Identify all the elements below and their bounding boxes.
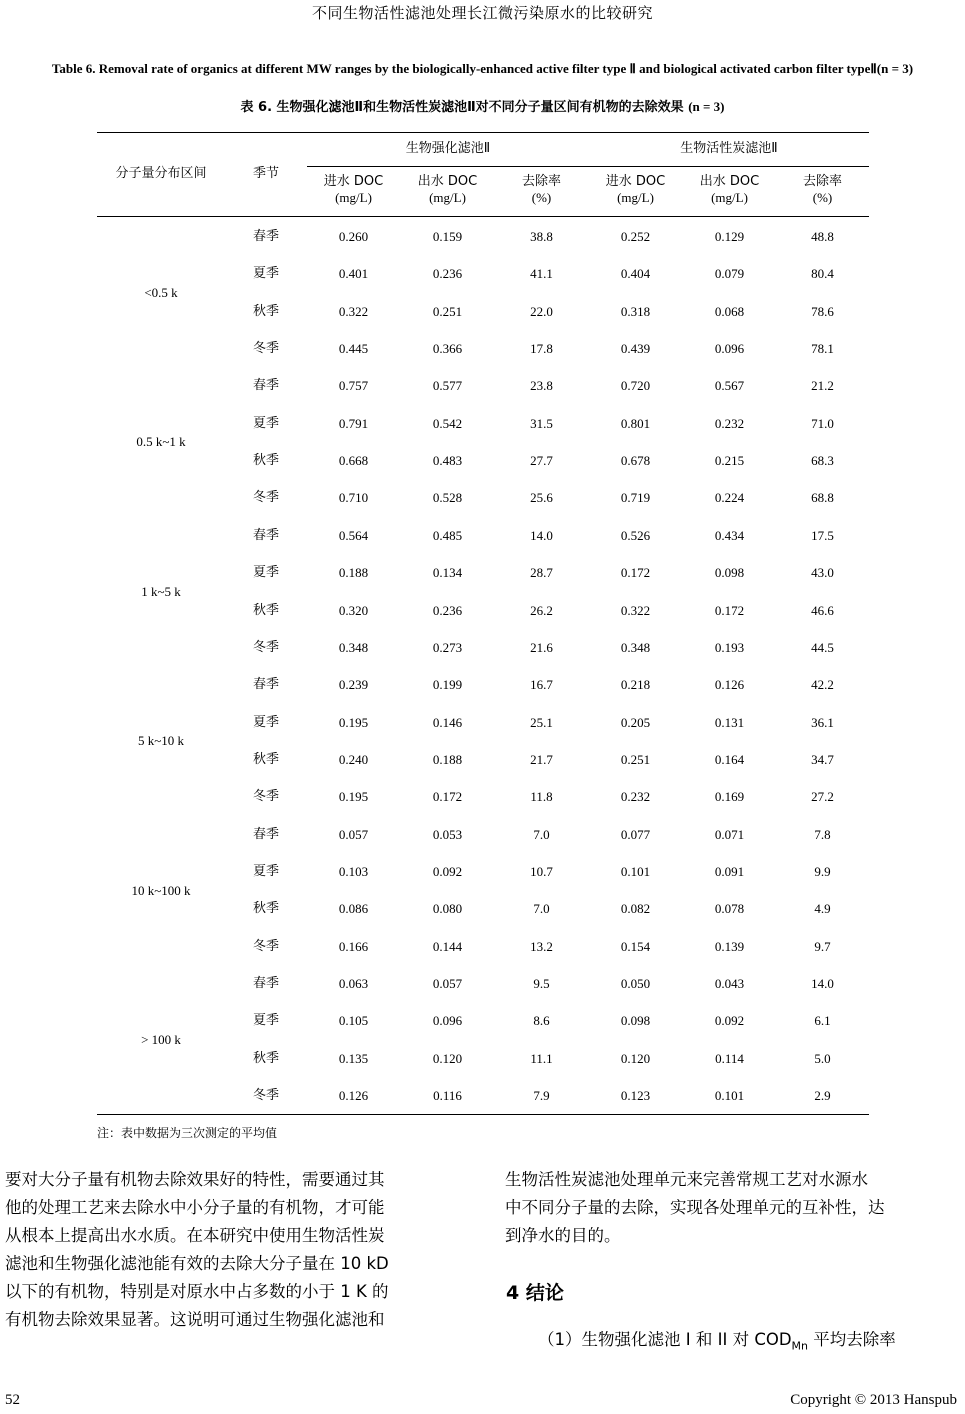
value-cell: 0.215 xyxy=(714,453,745,469)
value-cell: 7.9 xyxy=(533,1088,550,1104)
value-cell: 0.318 xyxy=(620,303,651,319)
column-header-name: 出水 DOC xyxy=(417,174,478,189)
value-cell: 0.710 xyxy=(338,490,369,506)
value-cell: 0.086 xyxy=(338,901,369,917)
column-header-unit: (mg/L) xyxy=(335,190,372,205)
value-cell: 4.9 xyxy=(814,901,831,917)
body-line: 要对大分子量有机物去除效果好的特性，需要通过其 xyxy=(5,1170,385,1189)
column-header-unit: (mg/L) xyxy=(711,190,748,205)
column-header-name: 进水 DOC xyxy=(605,174,666,189)
season-cell: 冬季 xyxy=(252,639,279,655)
value-cell: 0.120 xyxy=(620,1050,651,1066)
value-cell: 0.131 xyxy=(714,714,745,730)
value-cell: 21.6 xyxy=(530,639,553,655)
body-text-right-column xyxy=(505,1166,965,1250)
mw-range-label: 1 k~5 k xyxy=(141,583,181,599)
value-cell: 25.6 xyxy=(530,490,553,506)
column-header xyxy=(776,174,869,206)
season-cell: 夏季 xyxy=(252,1013,279,1029)
copyright-notice: Copyright © 2013 Hanspub xyxy=(790,1392,957,1408)
column-header-unit: (%) xyxy=(531,190,552,205)
value-cell: 0.050 xyxy=(620,976,651,991)
mw-range-label: 0.5 k~1 k xyxy=(136,434,186,450)
value-cell: 0.445 xyxy=(338,341,369,357)
mw-range-label: <0.5 k xyxy=(144,285,178,301)
table-bottom-rule xyxy=(97,1114,869,1115)
value-cell: 11.1 xyxy=(530,1050,553,1066)
value-cell: 9.5 xyxy=(533,976,550,991)
value-cell: 0.757 xyxy=(338,378,369,394)
header-season: 季节 xyxy=(252,166,279,181)
body-line: 到净水的目的。 xyxy=(505,1226,621,1245)
table-note: 注：表中数据为三次测定的平均值 xyxy=(97,1126,278,1140)
value-cell: 21.7 xyxy=(530,751,553,767)
body-line: 从根本上提高出水水质。在本研究中使用生物活性炭 xyxy=(5,1226,385,1245)
value-cell: 42.2 xyxy=(811,677,834,693)
column-header xyxy=(307,174,400,206)
value-cell: 0.366 xyxy=(432,341,463,357)
value-cell: 0.236 xyxy=(432,602,463,618)
season-cell: 夏季 xyxy=(252,565,279,581)
value-cell: 0.348 xyxy=(620,639,651,655)
value-cell: 0.123 xyxy=(620,1088,651,1104)
value-cell: 0.232 xyxy=(620,789,651,805)
value-cell: 0.139 xyxy=(714,938,745,954)
value-cell: 0.195 xyxy=(338,789,369,805)
value-cell: 17.8 xyxy=(530,341,553,357)
value-cell: 0.218 xyxy=(620,677,651,693)
value-cell: 0.542 xyxy=(432,415,463,431)
value-cell: 0.577 xyxy=(432,378,463,394)
value-cell: 0.172 xyxy=(714,602,745,618)
value-cell: 0.801 xyxy=(620,415,651,431)
value-cell: 16.7 xyxy=(530,677,553,693)
column-header-name: 去除率 xyxy=(802,174,842,189)
value-cell: 0.236 xyxy=(432,266,463,282)
body-line: 中不同分子量的去除，实现各处理单元的互补性，达 xyxy=(505,1198,885,1217)
value-cell: 0.401 xyxy=(338,266,369,282)
conclusion-subscript: Mn xyxy=(791,1339,809,1353)
value-cell: 0.791 xyxy=(338,415,369,431)
column-header xyxy=(401,174,494,206)
value-cell: 14.0 xyxy=(530,527,553,543)
value-cell: 0.098 xyxy=(714,565,745,581)
value-cell: 38.8 xyxy=(530,229,553,244)
table-caption-english: Table 6. Removal rate of organics at different MW ranges by the biologically-enhanced active filter type Ⅱ and biological activated carbon filter typeⅡ(n = 3) xyxy=(51,61,914,76)
body-line: 滤池和生物强化滤池能有效的去除大分子量在 10 kD xyxy=(5,1254,389,1273)
season-cell: 夏季 xyxy=(252,415,279,431)
value-cell: 0.668 xyxy=(338,453,369,469)
value-cell: 0.526 xyxy=(620,527,651,543)
column-header-name: 进水 DOC xyxy=(323,174,384,189)
value-cell: 0.126 xyxy=(338,1088,369,1104)
value-cell: 0.082 xyxy=(620,901,651,917)
column-header-name: 出水 DOC xyxy=(699,174,760,189)
value-cell: 0.092 xyxy=(432,863,463,879)
value-cell: 0.120 xyxy=(432,1050,463,1066)
value-cell: 0.053 xyxy=(432,826,463,842)
value-cell: 0.719 xyxy=(620,490,651,506)
value-cell: 0.188 xyxy=(338,565,369,581)
value-cell: 9.9 xyxy=(814,863,831,879)
value-cell: 5.0 xyxy=(814,1050,831,1066)
value-cell: 0.057 xyxy=(338,826,369,842)
value-cell: 0.164 xyxy=(714,751,745,767)
season-cell: 秋季 xyxy=(252,1050,279,1066)
value-cell: 0.134 xyxy=(432,565,463,581)
value-cell: 0.485 xyxy=(432,527,463,543)
value-cell: 7.0 xyxy=(533,826,550,842)
value-cell: 0.079 xyxy=(714,266,745,282)
value-cell: 0.322 xyxy=(338,303,369,319)
value-cell: 0.483 xyxy=(432,453,463,469)
season-cell: 秋季 xyxy=(252,901,279,917)
value-cell: 0.071 xyxy=(714,826,745,842)
season-cell: 春季 xyxy=(252,527,279,543)
value-cell: 0.092 xyxy=(714,1013,745,1029)
value-cell: 31.5 xyxy=(530,415,553,431)
season-cell: 春季 xyxy=(252,229,279,244)
value-cell: 0.077 xyxy=(620,826,651,842)
season-cell: 春季 xyxy=(252,976,279,991)
value-cell: 78.1 xyxy=(811,341,834,357)
season-cell: 春季 xyxy=(252,826,279,842)
value-cell: 0.043 xyxy=(714,976,745,991)
conclusion-text-end: 平均去除率 xyxy=(808,1330,896,1349)
conclusion-text-start: （1）生物强化滤池 I 和 II 对 COD xyxy=(538,1330,792,1349)
value-cell: 0.098 xyxy=(620,1013,651,1029)
season-cell: 夏季 xyxy=(252,266,279,282)
value-cell: 10.7 xyxy=(530,863,553,879)
table-caption-chinese xyxy=(0,96,965,115)
value-cell: 41.1 xyxy=(530,266,553,282)
value-cell: 11.8 xyxy=(530,789,553,805)
value-cell: 21.2 xyxy=(811,378,834,394)
section-heading-conclusion: 4 结论 xyxy=(506,1282,564,1304)
value-cell: 8.6 xyxy=(533,1013,550,1029)
value-cell: 0.103 xyxy=(338,863,369,879)
season-cell: 冬季 xyxy=(252,1088,279,1104)
value-cell: 68.3 xyxy=(811,453,834,469)
value-cell: 27.7 xyxy=(530,453,553,469)
value-cell: 71.0 xyxy=(811,415,834,431)
value-cell: 0.251 xyxy=(432,303,463,319)
value-cell: 9.7 xyxy=(814,938,831,954)
column-header-name: 去除率 xyxy=(521,174,561,189)
value-cell: 0.188 xyxy=(432,751,463,767)
value-cell: 44.5 xyxy=(811,639,834,655)
value-cell: 68.8 xyxy=(811,490,834,506)
value-cell: 28.7 xyxy=(530,565,553,581)
caption-zh-text: 表 6. 生物强化滤池Ⅱ和生物活性炭滤池Ⅱ对不同分子量区间有机物的去除效果 xyxy=(240,100,684,115)
value-cell: 0.105 xyxy=(338,1013,369,1029)
season-cell: 夏季 xyxy=(252,714,279,730)
value-cell: 43.0 xyxy=(811,565,834,581)
value-cell: 0.273 xyxy=(432,639,463,655)
value-cell: 7.8 xyxy=(814,826,831,842)
group-header-rule xyxy=(307,166,869,167)
value-cell: 0.080 xyxy=(432,901,463,917)
body-line: 生物活性炭滤池处理单元来完善常规工艺对水源水 xyxy=(505,1170,868,1189)
value-cell: 0.232 xyxy=(714,415,745,431)
value-cell: 0.678 xyxy=(620,453,651,469)
value-cell: 0.434 xyxy=(714,527,745,543)
value-cell: 0.172 xyxy=(620,565,651,581)
running-header: 不同生物活性滤池处理长江微污染原水的比较研究 xyxy=(311,4,653,22)
season-cell: 秋季 xyxy=(252,453,279,469)
conclusion-first-line xyxy=(505,1326,965,1360)
value-cell: 0.101 xyxy=(714,1088,745,1104)
value-cell: 0.144 xyxy=(432,938,463,954)
value-cell: 0.114 xyxy=(715,1050,744,1066)
value-cell: 0.322 xyxy=(620,602,651,618)
value-cell: 0.205 xyxy=(620,714,651,730)
value-cell: 0.091 xyxy=(714,863,745,879)
body-line: 以下的有机物，特别是对原水中占多数的小于 1 K 的 xyxy=(5,1282,389,1301)
season-cell: 春季 xyxy=(252,378,279,394)
value-cell: 0.159 xyxy=(432,229,463,244)
value-cell: 78.6 xyxy=(811,303,834,319)
value-cell: 0.252 xyxy=(620,229,651,244)
body-text-left-column xyxy=(5,1166,465,1334)
value-cell: 25.1 xyxy=(530,714,553,730)
mw-range-label: 5 k~10 k xyxy=(137,733,185,749)
header-mw-range: 分子量分布区间 xyxy=(115,166,207,181)
season-cell: 冬季 xyxy=(252,938,279,954)
value-cell: 0.096 xyxy=(432,1013,463,1029)
season-cell: 秋季 xyxy=(252,751,279,767)
table-top-rule xyxy=(97,132,869,133)
value-cell: 0.169 xyxy=(714,789,745,805)
value-cell: 0.116 xyxy=(433,1088,462,1104)
value-cell: 0.193 xyxy=(714,639,745,655)
column-header-unit: (%) xyxy=(812,190,833,205)
value-cell: 0.260 xyxy=(338,229,369,244)
value-cell: 6.1 xyxy=(814,1013,831,1029)
value-cell: 0.096 xyxy=(714,341,745,357)
value-cell: 0.564 xyxy=(338,527,369,543)
value-cell: 80.4 xyxy=(811,266,834,282)
value-cell: 0.240 xyxy=(338,751,369,767)
column-header-unit: (mg/L) xyxy=(617,190,654,205)
value-cell: 36.1 xyxy=(811,714,834,730)
value-cell: 0.063 xyxy=(338,976,369,991)
value-cell: 0.126 xyxy=(714,677,745,693)
header-bottom-rule xyxy=(97,216,869,217)
season-cell: 秋季 xyxy=(252,303,279,319)
header-group-bac-filter: 生物活性炭滤池Ⅱ xyxy=(680,141,778,156)
value-cell: 48.8 xyxy=(811,229,834,244)
value-cell: 0.101 xyxy=(620,863,651,879)
season-cell: 秋季 xyxy=(252,602,279,618)
value-cell: 14.0 xyxy=(811,976,834,991)
value-cell: 0.239 xyxy=(338,677,369,693)
value-cell: 0.320 xyxy=(338,602,369,618)
value-cell: 0.135 xyxy=(338,1050,369,1066)
value-cell: 13.2 xyxy=(530,938,553,954)
value-cell: 0.439 xyxy=(620,341,651,357)
season-cell: 夏季 xyxy=(252,863,279,879)
column-header xyxy=(495,174,588,206)
value-cell: 0.172 xyxy=(432,789,463,805)
value-cell: 2.9 xyxy=(814,1088,831,1104)
header-group-enhanced-filter: 生物强化滤池Ⅱ xyxy=(405,141,491,156)
value-cell: 27.2 xyxy=(811,789,834,805)
value-cell: 0.567 xyxy=(714,378,745,394)
body-line: 他的处理工艺来去除水中小分子量的有机物，才可能 xyxy=(5,1198,385,1217)
value-cell: 22.0 xyxy=(530,303,553,319)
value-cell: 0.154 xyxy=(620,938,651,954)
value-cell: 0.146 xyxy=(432,714,463,730)
season-cell: 冬季 xyxy=(252,789,279,805)
value-cell: 0.068 xyxy=(714,303,745,319)
value-cell: 0.199 xyxy=(432,677,463,693)
value-cell: 0.251 xyxy=(620,751,651,767)
season-cell: 冬季 xyxy=(252,490,279,506)
mw-range-label: 10 k~100 k xyxy=(131,882,191,898)
value-cell: 34.7 xyxy=(811,751,834,767)
value-cell: 0.057 xyxy=(432,976,463,991)
value-cell: 0.348 xyxy=(338,639,369,655)
value-cell: 0.078 xyxy=(714,901,745,917)
season-cell: 春季 xyxy=(252,677,279,693)
value-cell: 0.129 xyxy=(714,229,745,244)
body-line: 有机物去除效果显著。这说明可通过生物强化滤池和 xyxy=(5,1310,385,1329)
value-cell: 0.528 xyxy=(432,490,463,506)
value-cell: 0.720 xyxy=(620,378,651,394)
value-cell: 26.2 xyxy=(530,602,553,618)
page-number: 52 xyxy=(5,1392,20,1408)
caption-zh-n: (n = 3) xyxy=(688,99,725,114)
value-cell: 46.6 xyxy=(811,602,834,618)
season-cell: 冬季 xyxy=(252,341,279,357)
value-cell: 0.224 xyxy=(714,490,745,506)
column-header-unit: (mg/L) xyxy=(429,190,466,205)
column-header xyxy=(589,174,682,206)
value-cell: 23.8 xyxy=(530,378,553,394)
mw-range-label: > 100 k xyxy=(141,1032,181,1048)
value-cell: 0.404 xyxy=(620,266,651,282)
value-cell: 7.0 xyxy=(533,901,550,917)
value-cell: 17.5 xyxy=(811,527,834,543)
column-header xyxy=(683,174,776,206)
value-cell: 0.195 xyxy=(338,714,369,730)
value-cell: 0.166 xyxy=(338,938,369,954)
